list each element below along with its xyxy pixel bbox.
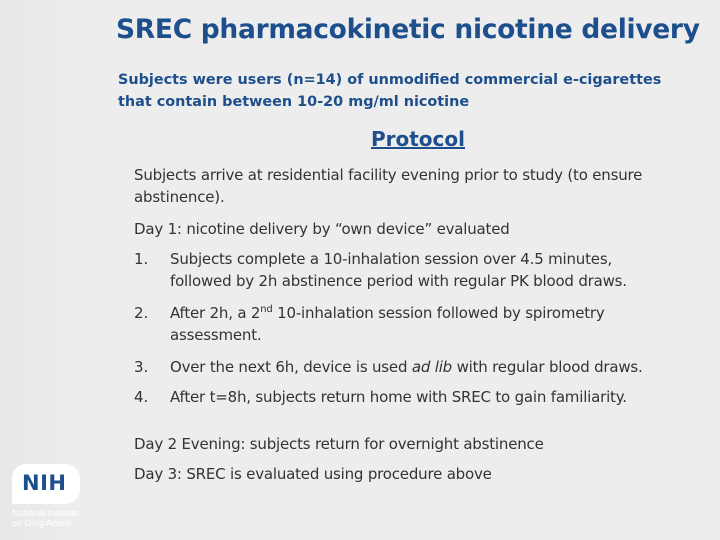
step-1-line-1: Subjects complete a 10‑inhalation session over 4.5 minutes, [170, 250, 613, 268]
step-3-ad-lib: ad lib [411, 358, 452, 376]
intro-line-2: abstinence). [134, 188, 225, 206]
step-3-line-1 [170, 356, 710, 378]
step-2-line-2: assessment. [170, 326, 262, 344]
day-3-text: Day 3: SREC is evaluated using procedure above [134, 465, 492, 483]
intro-line-1: Subjects arrive at residential facility evening prior to study (to ensure [134, 166, 643, 184]
nih-logo [12, 464, 92, 534]
step-3-line-1-b: with regular blood draws. [452, 358, 643, 376]
subtitle [118, 69, 708, 113]
step-2-number: 2. [134, 304, 149, 322]
step-2-line-1-b: 10-inhalation session followed by spirometry [272, 304, 605, 322]
step-2-line-1 [170, 302, 710, 324]
nih-caption-line-2: on Drug Abuse [12, 518, 72, 528]
nih-logo-caption [12, 508, 102, 528]
step-1-line-2: followed by 2h abstinence period with regular PK blood draws. [170, 272, 627, 290]
step-4-number: 4. [134, 388, 149, 406]
subtitle-line-2: that contain between 10-20 mg/ml nicotine [118, 94, 470, 110]
step-3-number: 3. [134, 358, 149, 376]
day-2-text: Day 2 Evening: subjects return for overnight abstinence [134, 435, 544, 453]
subtitle-line-1: Subjects were users (n=14) of unmodified commercial e-cigarettes [118, 72, 662, 88]
day-1-text: Day 1: nicotine delivery by “own device” evaluated [134, 220, 510, 238]
step-2-ordinal-suffix: nd [260, 304, 273, 315]
step-4-line-1: After t=8h, subjects return home with SREC to gain familiarity. [170, 388, 627, 406]
step-1-number: 1. [134, 250, 149, 268]
left-band [0, 0, 100, 540]
nih-logo-box [12, 464, 80, 504]
step-3-line-1-a: Over the next 6h, device is used [170, 358, 412, 376]
step-2-line-1-a: After 2h, a 2 [170, 304, 261, 322]
nih-caption-line-1: National Institute [12, 508, 80, 518]
nih-logo-letters: NIH [22, 471, 67, 495]
slide-title: SREC pharmacokinetic nicotine delivery [116, 14, 700, 45]
protocol-heading: Protocol [370, 127, 465, 151]
